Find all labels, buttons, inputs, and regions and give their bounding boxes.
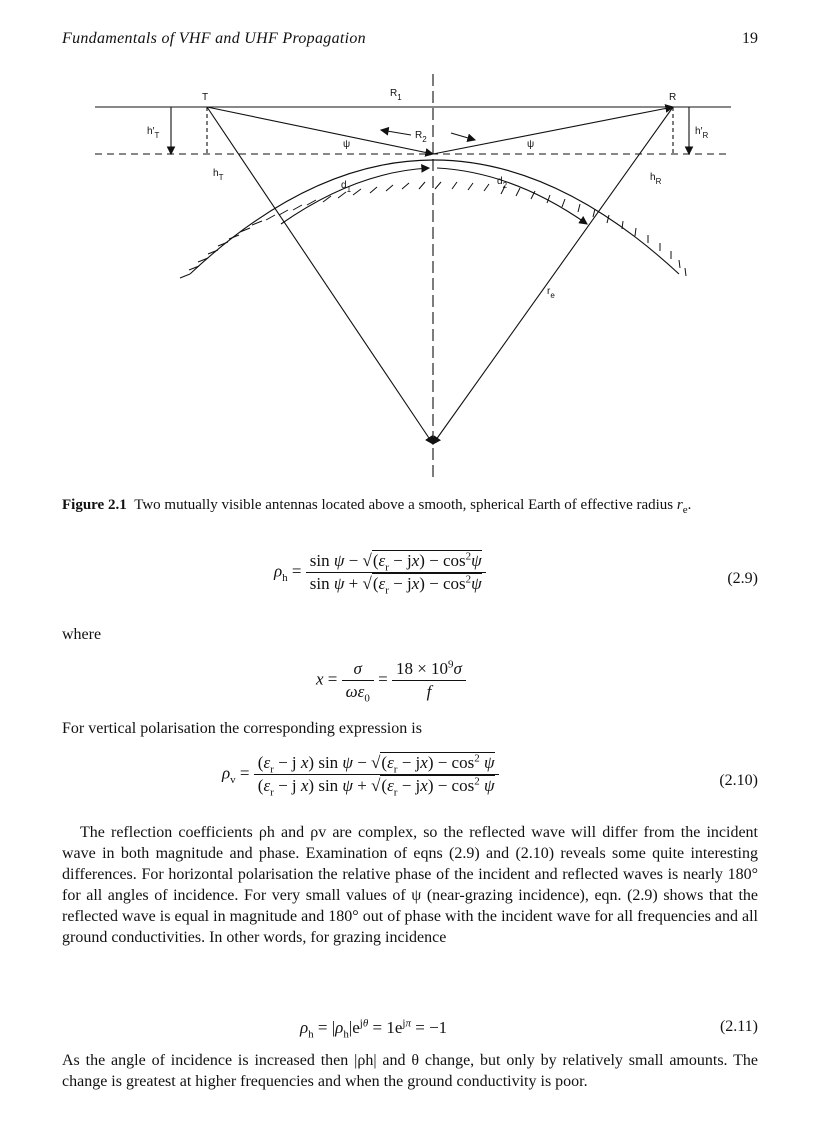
radius-right	[433, 107, 673, 444]
paragraph-angle: As the angle of incidence is increased then |ρh| and θ change, but only by relatively small amounts. The change is greatest at higher frequencies and when the ground conductivity is poor.	[62, 1052, 758, 1090]
figure-diagram	[95, 72, 735, 484]
label-re: $r_e$	[547, 286, 555, 300]
label-d1: $d_1$	[341, 180, 352, 194]
equation-2-11: $\rho_h = |\rho_h|e^{j\theta} = 1e^{j\pi} = -1$ (2.11)	[300, 1017, 758, 1041]
where-text: where	[62, 626, 102, 643]
r2-arrow-right	[451, 133, 475, 140]
label-t: T	[202, 92, 209, 103]
label-hr-prime: $h'_R$	[695, 126, 709, 140]
label-r2: $R_2$	[415, 130, 427, 144]
label-hr: $h_R$	[650, 172, 662, 186]
caption-text: Two mutually visible antennas located above a smooth, spherical Earth of effective radius	[134, 497, 674, 513]
r2-arrow-left	[381, 130, 411, 135]
earth-arc	[190, 160, 679, 274]
running-title: Fundamentals of VHF and UHF Propagation	[62, 30, 366, 47]
label-ht: $h_T$	[213, 168, 224, 182]
equation-number: (2.10)	[719, 772, 758, 789]
ray-reflection-rx	[433, 107, 673, 154]
paragraph-reflection: The reflection coefficients ρh and ρv are complex, so the reflected wave will differ from the incident wave in both magnitude and phase. Examination of eqns (2.9) and (2.10) reveals some quite interesting differences. For horizontal polarisation the relative phase of the incident and reflected waves is nearly 180° for all angles of incidence. For very small values of ψ (near-grazing incidence), eqn. (2.9) shows that the reflected wave is equal in magnitude and 180° out of phase with the incident wave for all frequencies and all ground conductivities. In other words, for grazing incidence	[62, 824, 758, 946]
label-psi-right: ψ	[527, 139, 535, 150]
label-r1: $R_1$	[390, 88, 402, 102]
page-number: 19	[742, 30, 758, 47]
label-ht-prime: $h'_T$	[147, 126, 160, 140]
caption-label: Figure 2.1	[62, 497, 127, 513]
figure-2-1	[95, 72, 735, 484]
equation-x: x = $\frac{\sigma}{\omega\varepsilon_0}$ = $\frac{18 \times 10^9\sigma}{f}$	[62, 658, 758, 712]
page-header	[62, 30, 758, 52]
equation-2-9: $\rho_h$ = $\frac{\sin \psi - √(\varepsilon_r - jx) - \cos^2\psi}{\sin \psi + √(\varepsilon_r - jx) - \cos^2\psi}$ (2.9)	[274, 550, 758, 597]
equation-2-10: $\rho_v$ = $\frac{(\varepsilon_r - j x) \sin \psi - √(\varepsilon_r - jx) - \cos^2 \psi}{(\varepsilon_r - j x) \sin \psi + √(\varepsilon_r - jx) - \cos^2 \psi}$ (2.10)	[222, 752, 758, 799]
equation-number: (2.9)	[727, 570, 758, 587]
equation-number: (2.11)	[719, 1018, 758, 1035]
label-r: R	[669, 92, 677, 103]
label-psi-left: ψ	[343, 139, 351, 150]
d2-arc	[437, 168, 587, 224]
label-d2: $d_2$	[497, 176, 508, 190]
d1-arc	[281, 168, 429, 224]
figure-caption: Figure 2.1 Two mutually visible antennas located above a smooth, spherical Earth of effective radius $r_e$.	[62, 497, 692, 516]
ray-tx-reflection	[207, 107, 433, 154]
radius-left	[207, 107, 433, 444]
vertical-intro: For vertical polarisation the corresponding expression is	[62, 720, 422, 737]
